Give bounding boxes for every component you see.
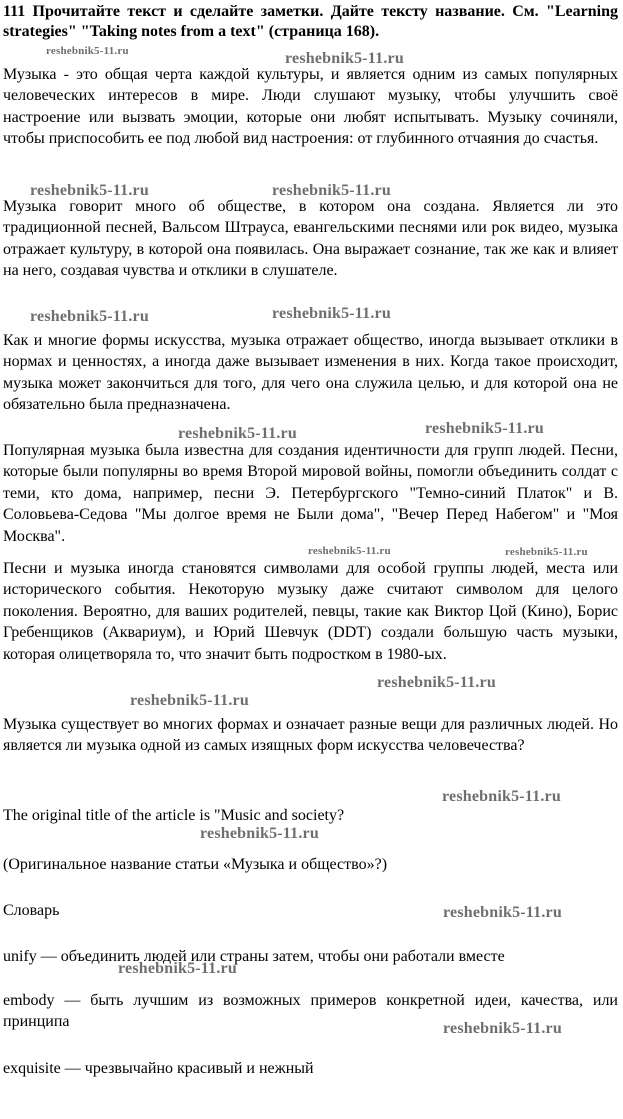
watermark: reshebnik5-11.ru bbox=[443, 904, 562, 921]
watermark: reshebnik5-11.ru bbox=[130, 692, 249, 709]
watermark: reshebnik5-11.ru bbox=[272, 182, 391, 199]
watermark: reshebnik5-11.ru bbox=[200, 825, 319, 842]
task-heading: 111 Прочитайте текст и сделайте заметки. Дайте тексту название. См. "Learning strategies" "Taking notes from a text" (страница 168). bbox=[3, 3, 618, 40]
paragraph-3: Как и многие формы искусства, музыка отражает общество, иногда вызывает отклики в нормах и ценностях, а иногда даже вызывает изменения в них. Когда такое происходит, музыка может закончиться для того, для чего она служила целью, и для которой она не обязательно была предназначена. bbox=[3, 332, 618, 414]
watermark: reshebnik5-11.ru bbox=[285, 50, 404, 67]
watermark: reshebnik5-11.ru bbox=[272, 305, 391, 322]
watermark: reshebnik5-11.ru bbox=[30, 182, 149, 199]
watermark: reshebnik5-11.ru bbox=[30, 308, 149, 325]
paragraph-5: Песни и музыка иногда становятся символами для особой группы людей, места или исторического события. Некоторую музыку даже считают символом для целого поколения. Вероятно, для ваших родителей, певцы, такие как Виктор Цой (Кино), Борис Гребенщиков (Аквариум), и Юрий Шевчук (DDT) создали большую часть музыки, которая олицетворяла то, что значит быть подростком в 1980-ых. bbox=[3, 560, 618, 663]
paragraph-6: Музыка существует во многих формах и означает разные вещи для различных людей. Но является ли музыка одной из самых изящных форм искусства человечества? bbox=[3, 716, 618, 755]
watermark: reshebnik5-11.ru bbox=[442, 788, 561, 805]
vocab-entry-embody: embody — быть лучшим из возможных примеров конкретной идеи, качества, или принципа bbox=[3, 992, 618, 1031]
original-title-ru: (Оригинальное название статьи «Музыка и общество»?) bbox=[3, 856, 388, 873]
watermark: reshebnik5-11.ru bbox=[443, 1020, 562, 1037]
paragraph-1: Музыка - это общая черта каждой культуры, и является одним из самых популярных человеческих интересов в мире. Люди слушают музыку, чтобы улучшить своё настроение или вызвать эмоции, которые они любят испытывать. Музыку сочиняли, чтобы приспособить ее под любой вид настроения: от глубинного отчаяния до счастья. bbox=[3, 66, 618, 148]
vocab-entry-exquisite: exquisite — чрезвычайно красивый и нежный bbox=[3, 1060, 314, 1077]
watermark: reshebnik5-11.ru bbox=[118, 960, 237, 977]
watermark: reshebnik5-11.ru bbox=[46, 45, 129, 57]
vocabulary-heading: Словарь bbox=[3, 902, 60, 919]
vocab-entry-unify: unify — объединить людей или страны затем, чтобы они работали вместе bbox=[3, 948, 505, 965]
original-title-en: The original title of the article is "Music and society? bbox=[3, 807, 345, 824]
watermark: reshebnik5-11.ru bbox=[505, 546, 588, 558]
watermark: reshebnik5-11.ru bbox=[425, 420, 544, 437]
watermark: reshebnik5-11.ru bbox=[308, 545, 391, 557]
paragraph-2: Музыка говорит много об обществе, в котором она создана. Является ли это традиционной песней, Вальсом Штрауса, евангельскими песнями или рок видео, музыка отражает культуру, в которой она появилась. Она выражает сознание, так же как и влияет на него, создавая чувства и отклики в слушателе. bbox=[3, 198, 618, 280]
paragraph-4: Популярная музыка была известна для создания идентичности для групп людей. Песни, которые были популярны во время Второй мировой войны, помогли объединить солдат с теми, кто дома, например, песни Э. Петербургского "Темно-синий Платок" и В. Соловьева-Седова "Мы долгое время не Были дома", "Вечер Перед Набегом" и "Моя Москва". bbox=[3, 442, 618, 545]
watermark: reshebnik5-11.ru bbox=[178, 425, 297, 442]
watermark: reshebnik5-11.ru bbox=[377, 674, 496, 691]
